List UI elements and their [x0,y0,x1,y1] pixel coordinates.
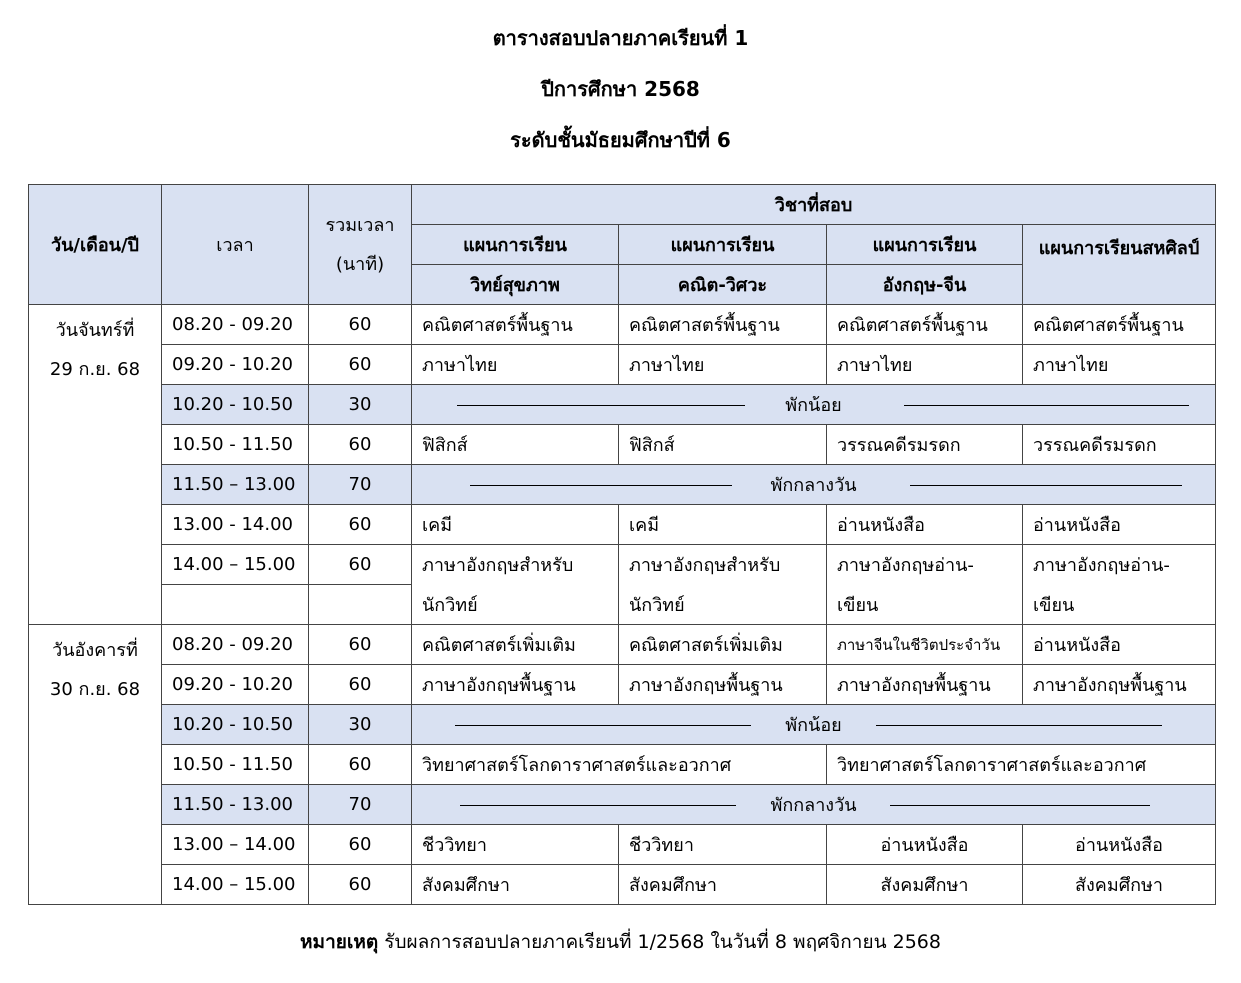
break-row: 11.50 – 13.00 70 พักกลางวัน [29,465,1216,505]
academic-year: ปีการศึกษา 2568 [541,77,700,101]
document-title: ตารางสอบปลายภาคเรียนที่ 1 [492,26,749,50]
table-row: 13.00 – 14.00 60 ชีววิทยา ชีววิทยา อ่านหนังสือ อ่านหนังสือ [29,825,1216,865]
table-row: 13.00 - 14.00 60 เคมี เคมี อ่านหนังสือ อ่านหนังสือ [29,505,1216,545]
header-total: รวมเวลา (นาที) [309,185,412,305]
table-row: 14.00 – 15.00 60 ภาษาอังกฤษสำหรับ ภาษาอังกฤษสำหรับ ภาษาอังกฤษอ่าน- ภาษาอังกฤษอ่าน- [29,545,1216,585]
break-row: 11.50 - 13.00 70 พักกลางวัน [29,785,1216,825]
header-subject: วิชาที่สอบ [412,185,1216,225]
grade-level: ระดับชั้นมัธยมศึกษาปีที่ 6 [510,128,731,152]
header-time: เวลา [162,185,309,305]
break-row: 10.20 - 10.50 30 พักน้อย [29,705,1216,745]
header-plan-eng-chinese: แผนการเรียน [827,225,1023,265]
footnote [0,927,1241,957]
table-row: วันอังคารที่ 30 ก.ย. 68 08.20 - 09.20 60 คณิตศาสตร์เพิ่มเติม คณิตศาสตร์เพิ่มเติม ภาษาจีนในชีวิตประจำวัน อ่านหนังสือ [29,625,1216,665]
table-row: 09.20 - 10.20 60 ภาษาไทย ภาษาไทย ภาษาไทย ภาษาไทย [29,345,1216,385]
table-row: 10.50 - 11.50 60 วิทยาศาสตร์โลกดาราศาสตร์และอวกาศ วิทยาศาสตร์โลกดาราศาสตร์และอวกาศ [29,745,1216,785]
table-row: 09.20 - 10.20 60 ภาษาอังกฤษพื้นฐาน ภาษาอังกฤษพื้นฐาน ภาษาอังกฤษพื้นฐาน ภาษาอังกฤษพื้นฐาน [29,665,1216,705]
break-label: พักกลางวัน [770,475,857,496]
break-label: พักน้อย [785,395,842,416]
header-date: วัน/เดือน/ปี [29,185,162,305]
footnote-text: รับผลการสอบปลายภาคเรียนที่ 1/2568 ในวันที่ 8 พฤศจิกายน 2568 [378,931,941,953]
exam-schedule-table: วัน/เดือน/ปี เวลา รวมเวลา (นาที) วิชาที่สอบ แผนการเรียน แผนการเรียน แผนการเรียน แผนการเรียนสหศิลป์ วิทย์สุขภาพ คณิต-วิศวะ อังกฤษ-จีน วันจันทร์ที่ 29 ก.ย. 68 08.20 - 09.20 60 คณิตศาสตร์พื้นฐาน คณิตศาสตร์พื้นฐาน คณิตศาสตร์พื้นฐาน คณิตศาสตร์พื้นฐาน 09.20 - 10.20 60 ภาษาไทย ภาษาไทย ภาษาไทย ภาษาไทย 10.20 - 10.50 30 พักน้อย 10.50 - 11.50 60 ฟิสิกส์ ฟิสิกส์ วรรณคดีรมรดก วรรณคดีรมรดก 11.50 – 13.00 70 พักกลางวัน 13.00 - 14.00 60 เคมี เคมี อ่านหนังสือ อ่านหนังสือ 14.00 – 15.00 60 ภาษาอังกฤษสำหรับ ภาษาอังกฤษสำหรับ ภาษาอังกฤษอ่าน- ภาษาอังกฤษอ่าน- นักวิทย์ นักวิทย์ เขียน เขียน วันอังคารที่ 30 ก.ย. 68 08.20 - 09.20 60 คณิตศาสตร์เพิ่มเติม คณิตศาสตร์เพิ่มเติม ภาษาจีนในชีวิตประจำวัน อ่านหนังสือ 09.20 - 10.20 60 ภาษาอังกฤษพื้นฐาน ภาษาอังกฤษพื้นฐาน ภาษาอังกฤษพื้นฐาน ภาษาอังกฤษพื้นฐาน 10.20 - 10.50 30 พักน้อย 10.50 - 11.50 60 วิทยาศาสตร์โลกดาราศาสตร์และอวกาศ วิทยาศาสตร์โลกดาราศาสตร์และอวกาศ 11.50 - 13.00 70 พักกลางวัน 13.00 – 14.00 60 ชีววิทยา ชีววิทยา อ่านหนังสือ อ่านหนังสือ 14.00 – 15.00 60 สังคมศึกษา สังคมศึกษา สังคมศึกษา สังคมศึกษา [28,184,1216,905]
break-row: 10.20 - 10.50 30 พักน้อย [29,385,1216,425]
header-plan-arts: แผนการเรียนสหศิลป์ [1023,225,1216,305]
table-row: วันจันทร์ที่ 29 ก.ย. 68 08.20 - 09.20 60 คณิตศาสตร์พื้นฐาน คณิตศาสตร์พื้นฐาน คณิตศาสตร์พื้นฐาน คณิตศาสตร์พื้นฐาน [29,305,1216,345]
day-cell: วันจันทร์ที่ 29 ก.ย. 68 [29,305,162,625]
break-label: พักกลางวัน [770,795,857,816]
footnote-label: หมายเหตุ [300,931,379,953]
table-row: 10.50 - 11.50 60 ฟิสิกส์ ฟิสิกส์ วรรณคดีรมรดก วรรณคดีรมรดก [29,425,1216,465]
day-cell: วันอังคารที่ 30 ก.ย. 68 [29,625,162,905]
table-row: นักวิทย์ นักวิทย์ เขียน เขียน [29,585,1216,625]
header-plan-health-sci: แผนการเรียน [412,225,619,265]
break-label: พักน้อย [785,715,842,736]
header-plan-math-eng: แผนการเรียน [619,225,827,265]
table-row: 14.00 – 15.00 60 สังคมศึกษา สังคมศึกษา สังคมศึกษา สังคมศึกษา [29,865,1216,905]
